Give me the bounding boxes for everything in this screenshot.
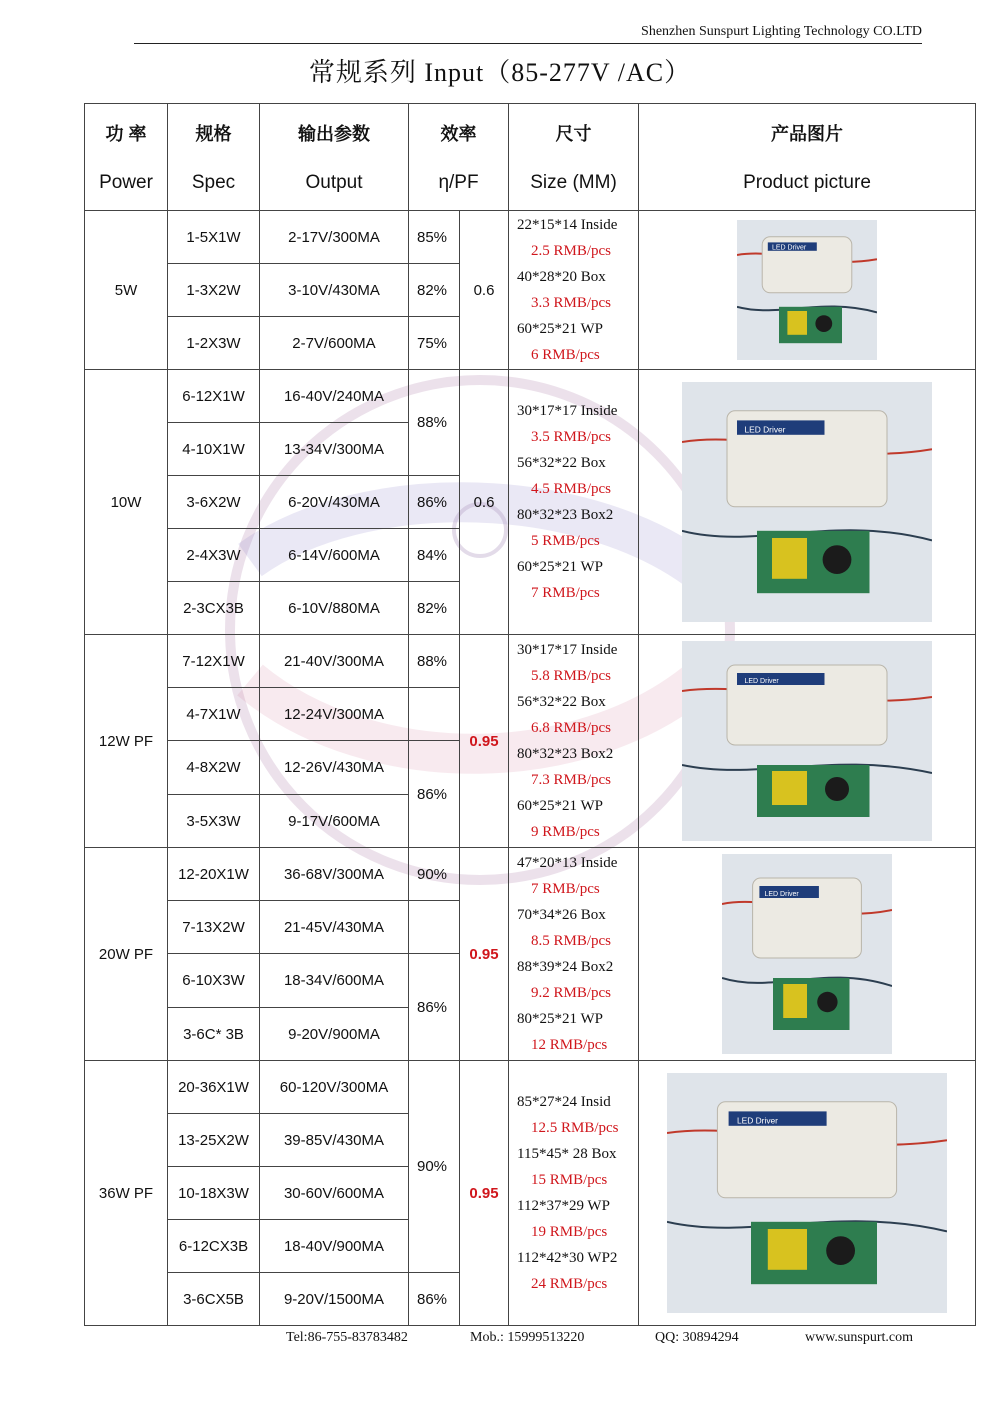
size-dimension: 115*45* 28 Box: [517, 1146, 617, 1162]
efficiency-cell: 88%: [409, 635, 460, 688]
efficiency-cell: 86%: [409, 741, 460, 848]
output-cell: 3-10V/430MA: [260, 264, 409, 317]
output-cell: 9-20V/1500MA: [260, 1273, 409, 1326]
power-cell: 12W PF: [85, 635, 168, 848]
driver-label: LED Driver: [744, 678, 779, 685]
output-cell: 13-34V/300MA: [260, 423, 409, 476]
spec-cell: 12-20X1W: [168, 848, 260, 901]
size-price: 12 RMB/pcs: [531, 1037, 608, 1053]
spec-cell: 4-10X1W: [168, 423, 260, 476]
size-price: 8.5 RMB/pcs: [531, 933, 612, 949]
output-cell: 36-68V/300MA: [260, 848, 409, 901]
spec-cell: 3-6C* 3B: [168, 1008, 260, 1061]
spec-cell: 1-3X2W: [168, 264, 260, 317]
size-price-cell: [509, 848, 639, 1061]
size-dimension: 85*27*24 Insid: [517, 1094, 611, 1110]
header-output: 输出参数 Output: [260, 104, 409, 211]
size-price-cell: [509, 635, 639, 848]
size-dimension: 56*32*22 Box: [517, 694, 606, 710]
spec-cell: 1-2X3W: [168, 317, 260, 370]
table-row: [85, 370, 976, 423]
output-cell: 21-40V/300MA: [260, 635, 409, 688]
driver-label: LED Driver: [737, 1115, 778, 1126]
efficiency-cell: 82%: [409, 264, 460, 317]
spec-cell: 7-13X2W: [168, 901, 260, 954]
driver-label: LED Driver: [772, 244, 807, 252]
size-price-cell: [509, 1061, 639, 1326]
spec-cell: 3-6X2W: [168, 476, 260, 529]
efficiency-cell: 86%: [409, 1273, 460, 1326]
led-driver-photo: [722, 854, 892, 1054]
efficiency-cell: 86%: [409, 476, 460, 529]
power-factor-cell: 0.95: [460, 848, 509, 1061]
efficiency-cell: 90%: [409, 1061, 460, 1273]
size-price: 12.5 RMB/pcs: [531, 1120, 619, 1136]
efficiency-cell: [409, 688, 460, 741]
spec-cell: 7-12X1W: [168, 635, 260, 688]
output-cell: 12-24V/300MA: [260, 688, 409, 741]
size-price: 15 RMB/pcs: [531, 1172, 608, 1188]
size-dimension: 88*39*24 Box2: [517, 959, 614, 975]
efficiency-cell: 82%: [409, 582, 460, 635]
output-cell: 2-7V/600MA: [260, 317, 409, 370]
size-dimension: 22*15*14 Inside: [517, 217, 618, 233]
size-price: 19 RMB/pcs: [531, 1224, 608, 1240]
size-dimension: 56*32*22 Box: [517, 455, 606, 471]
output-cell: 39-85V/430MA: [260, 1114, 409, 1167]
spec-cell: 6-12CX3B: [168, 1220, 260, 1273]
output-cell: 2-17V/300MA: [260, 211, 409, 264]
led-driver-photo: [737, 220, 877, 360]
output-cell: 21-45V/430MA: [260, 901, 409, 954]
power-factor-cell: 0.6: [460, 370, 509, 635]
page-title: 常规系列 Input（85-277V /AC）: [308, 58, 692, 87]
output-cell: 6-10V/880MA: [260, 582, 409, 635]
spec-cell: 2-3CX3B: [168, 582, 260, 635]
led-driver-photo: [682, 641, 932, 841]
output-cell: 9-20V/900MA: [260, 1008, 409, 1061]
size-price: 2.5 RMB/pcs: [531, 243, 612, 259]
size-price: 7.3 RMB/pcs: [531, 772, 612, 788]
size-dimension: 47*20*13 Inside: [517, 855, 618, 871]
spec-cell: 6-12X1W: [168, 370, 260, 423]
spec-cell: 3-6CX5B: [168, 1273, 260, 1326]
size-price: 5 RMB/pcs: [531, 533, 600, 549]
product-picture-cell: [639, 848, 976, 1061]
output-cell: 18-34V/600MA: [260, 954, 409, 1008]
size-dimension: 60*25*21 WP: [517, 321, 603, 337]
spec-cell: 1-5X1W: [168, 211, 260, 264]
size-price-cell: [509, 211, 639, 370]
power-cell: 5W: [85, 211, 168, 370]
size-dimension: 30*17*17 Inside: [517, 403, 618, 419]
header-size: 尺寸 Size (MM): [509, 104, 639, 211]
size-price: 9.2 RMB/pcs: [531, 985, 612, 1001]
spec-cell: 2-4X3W: [168, 529, 260, 582]
output-cell: 18-40V/900MA: [260, 1220, 409, 1273]
size-price: 6 RMB/pcs: [531, 347, 600, 363]
header-efficiency: 效率 η/PF: [409, 104, 509, 211]
header-picture: 产品图片 Product picture: [639, 104, 976, 211]
power-factor-cell: 0.95: [460, 635, 509, 848]
table-row: [85, 1061, 976, 1114]
table-row: [85, 211, 976, 264]
power-factor-cell: 0.6: [460, 211, 509, 370]
size-price: 7 RMB/pcs: [531, 585, 600, 601]
power-factor-cell: 0.95: [460, 1061, 509, 1326]
efficiency-cell: 88%: [409, 370, 460, 476]
header-rule: [134, 43, 922, 44]
efficiency-cell: 86%: [409, 954, 460, 1061]
spec-cell: 6-10X3W: [168, 954, 260, 1008]
driver-label: LED Driver: [744, 424, 786, 435]
efficiency-cell: [409, 901, 460, 954]
led-driver-photo: [682, 382, 932, 622]
product-spec-table: [84, 103, 976, 1326]
size-price: 6.8 RMB/pcs: [531, 720, 612, 736]
size-dimension: 70*34*26 Box: [517, 907, 606, 923]
spec-cell: 13-25X2W: [168, 1114, 260, 1167]
footer-qq: QQ: 30894294: [655, 1330, 739, 1345]
spec-cell: 20-36X1W: [168, 1061, 260, 1114]
size-price: 9 RMB/pcs: [531, 824, 600, 840]
power-cell: 20W PF: [85, 848, 168, 1061]
output-cell: 12-26V/430MA: [260, 741, 409, 795]
spec-cell: 4-8X2W: [168, 741, 260, 795]
size-dimension: 80*32*23 Box2: [517, 746, 614, 762]
size-dimension: 80*32*23 Box2: [517, 507, 614, 523]
output-cell: 6-14V/600MA: [260, 529, 409, 582]
spec-cell: 3-5X3W: [168, 795, 260, 848]
table-header-row: [85, 104, 976, 211]
size-price-cell: [509, 370, 639, 635]
driver-label: LED Driver: [764, 891, 799, 898]
company-name: Shenzhen Sunspurt Lighting Technology CO.LTD: [641, 24, 922, 39]
output-cell: 30-60V/600MA: [260, 1167, 409, 1220]
size-dimension: 60*25*21 WP: [517, 798, 603, 814]
spec-cell: 10-18X3W: [168, 1167, 260, 1220]
product-picture-cell: [639, 370, 976, 635]
size-dimension: 112*37*29 WP: [517, 1198, 610, 1214]
output-cell: 16-40V/240MA: [260, 370, 409, 423]
table-row: [85, 848, 976, 901]
output-cell: 6-20V/430MA: [260, 476, 409, 529]
header-spec: 规格 Spec: [168, 104, 260, 211]
efficiency-cell: 85%: [409, 211, 460, 264]
size-dimension: 40*28*20 Box: [517, 269, 606, 285]
size-dimension: 60*25*21 WP: [517, 559, 603, 575]
size-dimension: 30*17*17 Inside: [517, 642, 618, 658]
footer-tel: Tel:86-755-83783482: [286, 1330, 408, 1345]
size-price: 7 RMB/pcs: [531, 881, 600, 897]
efficiency-cell: 75%: [409, 317, 460, 370]
product-picture-cell: [639, 211, 976, 370]
size-price: 5.8 RMB/pcs: [531, 668, 612, 684]
size-price: 3.5 RMB/pcs: [531, 429, 612, 445]
footer-mobile: Mob.: 15999513220: [470, 1330, 585, 1345]
size-dimension: 80*25*21 WP: [517, 1011, 603, 1027]
product-picture-cell: [639, 1061, 976, 1326]
size-price: 24 RMB/pcs: [531, 1276, 608, 1292]
output-cell: 60-120V/300MA: [260, 1061, 409, 1114]
size-price: 4.5 RMB/pcs: [531, 481, 612, 497]
efficiency-cell: 84%: [409, 529, 460, 582]
spec-cell: 4-7X1W: [168, 688, 260, 741]
header-power: 功 率 Power: [85, 104, 168, 211]
product-picture-cell: [639, 635, 976, 848]
size-dimension: 112*42*30 WP2: [517, 1250, 618, 1266]
led-driver-photo: [667, 1073, 947, 1313]
output-cell: 9-17V/600MA: [260, 795, 409, 848]
size-price: 3.3 RMB/pcs: [531, 295, 612, 311]
power-cell: 10W: [85, 370, 168, 635]
power-cell: 36W PF: [85, 1061, 168, 1326]
table-row: [85, 635, 976, 688]
footer-website[interactable]: www.sunspurt.com: [805, 1330, 913, 1345]
efficiency-cell: 90%: [409, 848, 460, 901]
